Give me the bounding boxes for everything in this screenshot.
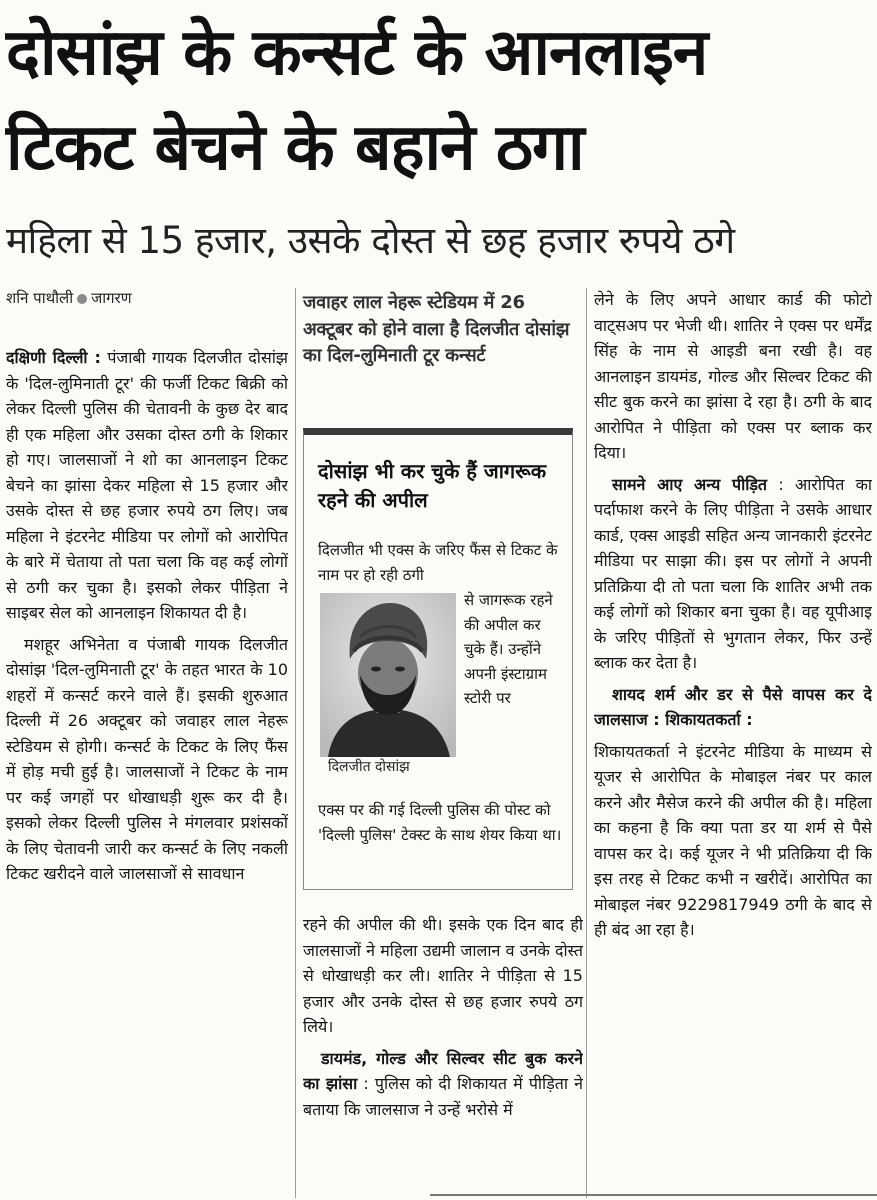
- sidebox: [303, 428, 573, 890]
- diljit-photo: [320, 593, 456, 757]
- byline: [6, 288, 132, 308]
- column-2: [303, 912, 583, 1197]
- byline-source: जागरण: [91, 289, 132, 307]
- column-3: [594, 287, 872, 1195]
- subheadline: महिला से 15 हजार, उसके दोस्त से छह हजार रुपये ठगे: [6, 219, 735, 262]
- column-3-subhead-2: शायद शर्म और डर से पैसे वापस कर दे जालसाज : शिकायतकर्ता :: [594, 684, 872, 729]
- sidebox-heading: दोसांझ भी कर चुके हैं जागरूक रहने की अपील: [318, 459, 547, 512]
- headline-line-1: दोसांझ के कन्सर्ट के आनलाइन: [6, 16, 708, 90]
- photo-caption: दिलजीत दोसांझ: [328, 759, 410, 775]
- column-1-para-1: पंजाबी गायक दिलजीत दोसांझ के 'दिल-लुमिनाती टूर' की फर्जी टिकट बिक्री को लेकर दिल्ली पुलिस की चेतावनी के कुछ देर बाद ही एक महिला और उसका दोस्त ठगी के शिकार हो गए। जालसाजों ने शो का आनलाइन टिकट बेचने का झांसा देकर महिला से 15 हजार और उसके दोस्त से छह हजार रुपये ठग लिए। जब महिला ने इंटरनेट मीडिया पर लोगों को आरोपित के बारे में चेताया तो पता चला कि वह कई लोगों से ठगी कर चुका है। इसको लेकर पीड़िता ने साइबर सेल को आनलाइन शिकायत दी है।: [6, 348, 288, 622]
- pull-quote: जवाहर लाल नेहरू स्टेडियम में 26 अक्टूबर को होने वाला है दिलजीत दोसांझ का दिल-लुमिनाती टूर कन्सर्ट: [303, 292, 570, 366]
- column-1-para-2: मशहूर अभिनेता व पंजाबी गायक दिलजीत दोसांझ 'दिल-लुमिनाती टूर' के तहत भारत के 10 शहरों में कन्सर्ट करने वाले हैं। इसकी शुरुआत दिल्ली में 26 अक्टूबर को जवाहर लाल नेहरू स्टेडियम से होगी। कन्सर्ट के टिकट के लिए फैंस में होड़ मची हुई है। जालसाजों ने टिकट के नाम पर कई जगहों पर धोखाधड़ी शुरू कर दी है। इसको लेकर दिल्ली पुलिस ने मंगलवार प्रशंसकों के लिए चेतावनी जारी कर कन्सर्ट के लिए नकली टिकट खरीदने वाले जालसाजों से सावधान: [6, 634, 288, 883]
- headline: [6, 6, 872, 196]
- column-divider-2: [586, 288, 587, 1198]
- column-3-para-1: लेने के लिए अपने आधार कार्ड की फोटो वाट्सअप पर भेजी थी। शातिर ने एक्स पर धर्मेंद्र सिंह के नाम से आइडी बना रखी है। वह आनलाइन डायमंड, गोल्ड और सिल्वर टिकट की सीट बुक करने का झांसा दे रहा है। ठगी के बाद आरोपित ने पीड़िता को एक्स पर ब्लाक कर दिया।: [594, 290, 872, 462]
- byline-author: शनि पाथौली: [6, 289, 74, 307]
- column-2-para-1: रहने की अपील की थी। इसके एक दिन बाद ही जालसाजों ने महिला उद्यमी जालान व उनके दोस्त से धोखाधड़ी कर ली। शातिर ने पीड़िता से 15 हजार और उनके दोस्त से छह हजार रुपये ठग लिये।: [303, 915, 583, 1036]
- sidebox-text-top: दिलजीत भी एक्स के जरिए फैंस से टिकट के नाम पर हो रही ठगी: [318, 541, 558, 584]
- sidebox-text-side: से जागरूक रहने की अपील कर चुके हैं। उन्होंने अपनी इंस्टाग्राम स्टोरी पर: [464, 591, 553, 707]
- footer-rule: [430, 1194, 877, 1196]
- headline-line-2: टिकट बेचने के बहाने ठगा: [6, 111, 584, 185]
- column-2-para-2: : पुलिस को दी शिकायत में पीड़िता ने बताया कि जालसाज ने उन्हें भरोसे में: [303, 1074, 583, 1119]
- sidebox-text-bottom: एक्स पर की गई दिल्ली पुलिस की पोस्ट को 'दिल्ली पुलिस' टेक्स्ट के साथ शेयर किया था।: [318, 801, 562, 844]
- column-1: [6, 345, 288, 1195]
- column-divider-1: [295, 288, 296, 1198]
- portrait-image-icon: [320, 593, 456, 757]
- column-3-subhead-1: सामने आए अन्य पीड़ित: [612, 474, 768, 494]
- column-3-para-3: शिकायतकर्ता ने इंटरनेट मीडिया के माध्यम से यूजर से आरोपित के मोबाइल नंबर पर काल करने और मैसेज करने की अपील की है। महिला का कहना है कि क्या पता डर या शर्म से पैसे वापस कर दे। कई यूजर ने भी प्रतिक्रिया दी कि इस तरह से टिकट कभी न खरीदें। आरोपित का मोबाइल नंबर 9229817949 ठगी के बाद से ही बंद आ रहा है।: [594, 741, 872, 939]
- dateline: दक्षिणी दिल्ली :: [6, 348, 101, 367]
- column-3-para-2: : आरोपित का पर्दाफाश करने के लिए पीड़िता ने उसके आधार कार्ड, एक्स आइडी सहित अन्य जानकारी इंटरनेट मीडिया पर साझा की। इस पर लोगों ने अपनी प्रतिक्रिया दी तो पता चला कि शातिर अभी तक कई लोगों को शिकार बना चुका है। वह यूपीआइ के जरिए पीड़ितों से भुगतान लेकर, फिर उन्हें ब्लाक कर देता है।: [594, 474, 872, 672]
- byline-dot-icon: [77, 294, 87, 304]
- column-2-subhead: डायमंड, गोल्ड और सिल्वर सीट बुक करने का झांसा: [303, 1048, 583, 1093]
